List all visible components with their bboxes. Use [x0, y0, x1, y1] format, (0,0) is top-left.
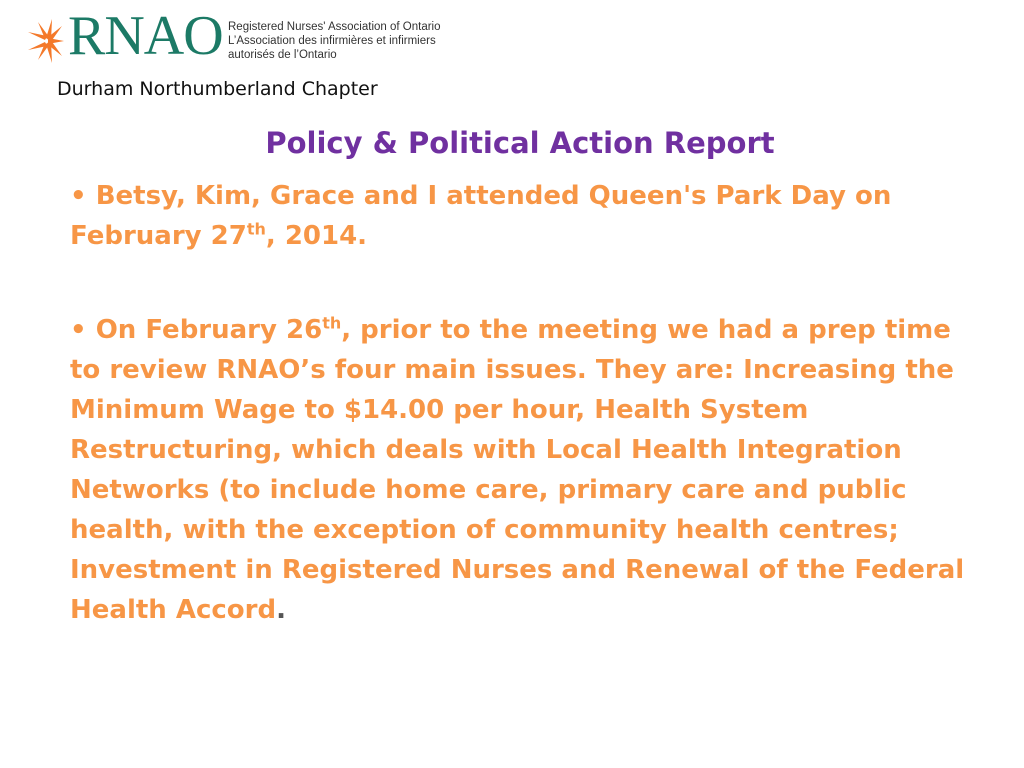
bullet-text-end: , 2014. [265, 221, 368, 251]
slide-title: Policy & Political Action Report [265, 126, 775, 160]
logo-wordmark: RNAO [68, 5, 223, 67]
bullet-marker: • [70, 181, 87, 211]
bullet-text: On February 26 [95, 315, 323, 345]
rnao-logo [24, 5, 444, 74]
logo-line-french-2: autorisés de l’Ontario [228, 49, 337, 61]
closing-period: . [276, 595, 286, 625]
chapter-name: Durham Northumberland Chapter [57, 78, 378, 100]
slide-body [70, 176, 970, 684]
bullet-item [70, 176, 970, 256]
bullet-item [70, 310, 970, 630]
ordinal-suffix: th [322, 313, 342, 333]
logo-line-french-1: L’Association des infirmières et infirmiers [228, 35, 436, 47]
bullet-text-end: , prior to the meeting we had a prep time to review RNAO’s four main issues. They are: Increasing the Minimum Wage to $14.00 per hour, Health System Restructuring, which deals with Local Health Integration Networks (to include home care, primary care and public health, with the exception of community health centres; Investment in Registered Nurses and Renewal of the Federal Health Accord [70, 315, 965, 625]
bullet-text: Betsy, Kim, Grace and I attended Queen's Park Day on February 27 [70, 181, 892, 251]
ordinal-suffix: th [246, 219, 266, 239]
bullet-marker: • [70, 315, 87, 345]
star-burst-icon [24, 16, 72, 66]
logo-line-english: Registered Nurses' Association of Ontario [228, 21, 441, 33]
logo-tagline [228, 20, 441, 62]
